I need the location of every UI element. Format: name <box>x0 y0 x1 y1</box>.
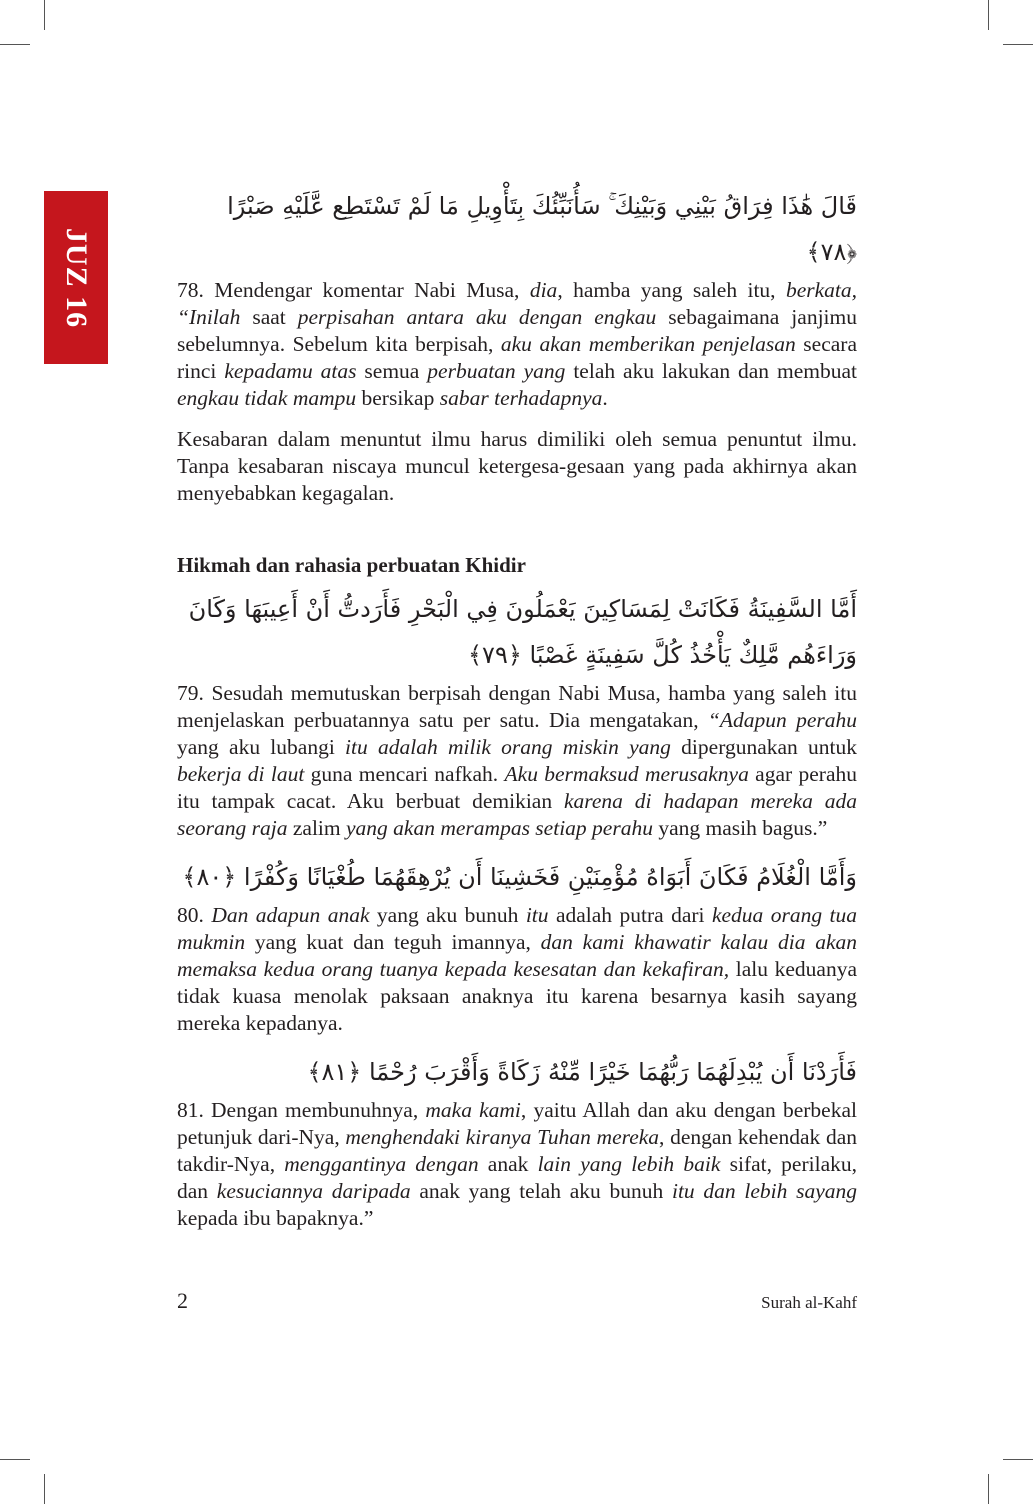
text-segment: adalah putra dari <box>548 903 712 927</box>
italic-text: “Adapun perahu <box>707 708 857 732</box>
page-number: 2 <box>177 1288 188 1313</box>
text-segment: secara rinci <box>177 332 857 383</box>
italic-text: menggantinya dengan <box>284 1152 479 1176</box>
verse-79-translation <box>177 680 857 842</box>
italic-text: kesuciannya daripada <box>216 1179 411 1203</box>
section-heading: Hikmah dan rahasia perbuatan Khidir <box>177 553 526 577</box>
text-segment: yang aku lubangi <box>177 735 346 759</box>
text-column <box>177 0 857 1434</box>
italic-text: Dan adapun anak <box>211 903 370 927</box>
italic-text: itu dan lebih sayang <box>671 1179 858 1203</box>
italic-text: dia <box>529 278 558 302</box>
text-segment: zalim <box>287 816 347 840</box>
crop-mark <box>988 0 989 30</box>
text-segment: bersikap <box>356 386 440 410</box>
italic-text: engkau tidak mampu <box>177 386 357 410</box>
crop-mark <box>0 44 30 45</box>
text-segment: 79. Sesudah memutuskan berpisah dengan Nabi Musa, hamba yang saleh itu menjelaskan perbuatannya satu per satu. Dia mengatakan, <box>177 681 857 732</box>
text-segment: 81. Dengan membunuhnya, <box>177 1098 426 1122</box>
text-segment: lalu keduanya tidak kuasa menolak paksaan anaknya itu karena besarnya kasih sayang mereka kepadanya. <box>177 957 857 1035</box>
crop-mark <box>1003 44 1033 45</box>
text-segment: kepada ibu bapaknya.” <box>177 1206 374 1230</box>
italic-text: perbuatan yang <box>427 359 566 383</box>
italic-text: berkata, “Inilah <box>177 278 857 329</box>
verse-81-translation <box>177 1097 857 1232</box>
page-footer <box>177 1288 857 1314</box>
running-title: Surah al-Kahf <box>761 1293 857 1312</box>
text-segment: guna mencari nafkah. <box>304 762 505 786</box>
verse-79-arabic: أَمَّا السَّفِينَةُ فَكَانَتْ لِمَسَاكِينَ يَعْمَلُونَ فِي الْبَحْرِ فَأَرَدتُّ أَنْ أَعِيبَهَا وَكَانَ وَرَاءَهُم مَّلِكٌ يَأْخُذُ كُلَّ سَفِينَةٍ غَصْبًا ﴿٧٩﴾ <box>188 595 857 669</box>
italic-text: kepadamu atas <box>224 359 357 383</box>
italic-text: dan kami khawatir kalau dia akan memaksa kedua orang tuanya kepada kesesatan dan kekafiran, <box>177 930 857 981</box>
text-segment: sebagaimana janjimu sebelumnya. Sebelum kita berpisah, <box>177 305 857 356</box>
italic-text: lain yang lebih baik <box>537 1152 721 1176</box>
italic-text: kedua orang tua mukmin <box>177 903 857 954</box>
text-segment: 78. Mendengar komentar Nabi Musa, <box>177 278 530 302</box>
juz-label: JUZ 16 <box>60 227 93 328</box>
text-segment: dipergunakan untuk <box>670 735 858 759</box>
crop-mark <box>44 1474 45 1504</box>
verse-78-arabic: قَالَ هَٰذَا فِرَاقُ بَيْنِي وَبَيْنِكَ ۚ سَأُنَبِّئُكَ بِتَأْوِيلِ مَا لَمْ تَسْتَطِع عَّلَيْهِ صَبْرًا ﴿٧٨﴾ <box>227 192 857 266</box>
text-segment: anak <box>478 1152 538 1176</box>
juz-tab <box>44 191 108 364</box>
italic-text: menghendaki kiranya Tuhan mereka <box>345 1125 660 1149</box>
crop-mark <box>1003 1459 1033 1460</box>
italic-text: itu adalah milik orang miskin yang <box>345 735 671 759</box>
italic-text: karena di hadapan mereka ada seorang raja <box>177 789 857 840</box>
crop-mark <box>988 1474 989 1504</box>
verse-80-arabic: وَأَمَّا الْغُلَامُ فَكَانَ أَبَوَاهُ مُؤْمِنَيْنِ فَخَشِينَا أَن يُرْهِقَهُمَا طُغْيَانًا وَكُفْرًا ﴿٨٠﴾ <box>182 863 857 891</box>
text-segment: 80. <box>177 903 212 927</box>
text-segment: yang aku bunuh <box>369 903 526 927</box>
verse-81-arabic: فَأَرَدْنَا أَن يُبْدِلَهُمَا رَبُّهُمَا خَيْرًا مِّنْهُ زَكَاةً وَأَقْرَبَ رُحْمًا ﴿٨١﴾ <box>307 1058 857 1086</box>
verse-78-translation <box>177 277 857 412</box>
text-segment: . <box>602 386 608 410</box>
italic-text: yang akan merampas setiap perahu <box>346 816 653 840</box>
text-segment: sifat, perilaku, dan <box>177 1152 858 1203</box>
italic-text: maka kami <box>425 1098 521 1122</box>
italic-text: Aku bermaksud merusaknya <box>504 762 749 786</box>
text-segment: agar perahu itu tampak cacat. Aku berbuat demikian <box>177 762 857 813</box>
text-segment: telah aku lakukan dan membuat <box>565 359 857 383</box>
crop-mark <box>0 1459 30 1460</box>
text-segment: anak yang telah aku bunuh <box>410 1179 672 1203</box>
italic-text: perpisahan antara aku dengan engkau <box>297 305 657 329</box>
text-segment: semua <box>356 359 428 383</box>
italic-text: aku akan memberikan penjelasan <box>500 332 796 356</box>
text-segment: , dengan kehendak dan takdir-Nya, <box>177 1125 857 1176</box>
crop-mark <box>44 0 45 30</box>
verse-80-translation <box>177 902 857 1037</box>
text-segment: yang masih bagus.” <box>652 816 828 840</box>
text-segment: yang kuat dan teguh imannya, <box>245 930 541 954</box>
italic-text: sabar terhadapnya <box>439 386 603 410</box>
italic-text: itu <box>525 903 549 927</box>
text-segment: saat <box>240 305 298 329</box>
text-segment: , hamba yang saleh itu, <box>557 278 786 302</box>
text-segment: , yaitu Allah dan aku dengan berbekal petunjuk dari-Nya, <box>177 1098 857 1149</box>
italic-text: bekerja di laut <box>177 762 305 786</box>
verse-78-note: Kesabaran dalam menuntut ilmu harus dimiliki oleh semua penuntut ilmu. Tanpa kesabaran niscaya muncul ketergesa-gesaan yang pada akhirnya akan menyebabkan kegagalan. <box>177 427 857 505</box>
